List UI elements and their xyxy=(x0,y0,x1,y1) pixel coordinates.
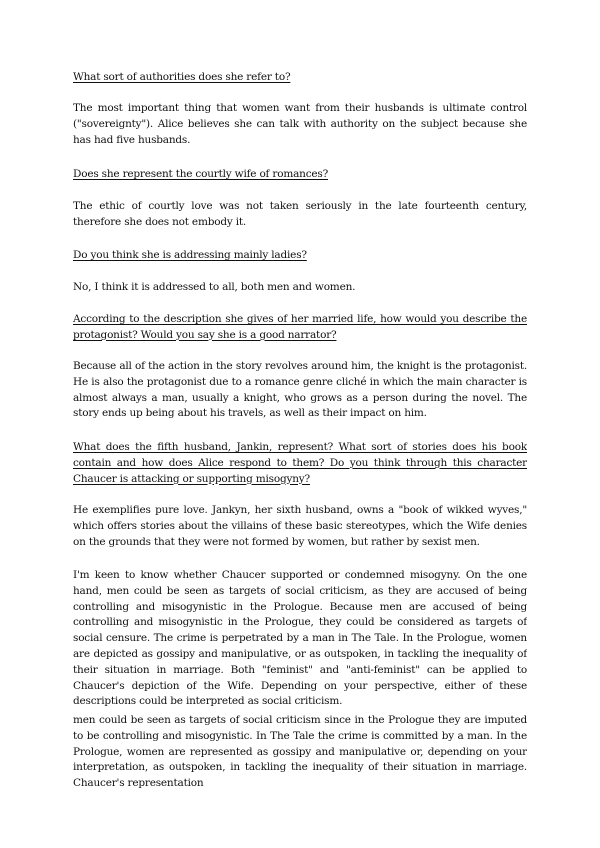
paragraph-misogyny: I'm keen to know whether Chaucer supported or condemned misogyny. On the one hand, men could be seen as targets of social criticism, as they are accused of being controlling and misogynistic in the Prologue. Because men are accused of being controlling and misogynistic in the Prologue, they could be considered as targets of social censure. The crime is perpetrated by a man in The Tale. In the Prologue, women are depicted as gossipy and manipulative, or as outspoken, in tackling the inequality of their situation in marriage. Both "feminist" and "anti-feminist" can be applied to Chaucer's depiction of the Wife. Depending on your perspective, either of these descriptions could be interpreted as social criticism. xyxy=(73,569,527,708)
answer-authorities: The most important thing that women want from their husbands is ultimate control ("sovereignty"). Alice believes she can talk with authority on the subject because she has had five husbands. xyxy=(73,102,527,146)
answer-addressing-ladies: No, I think it is addressed to all, both men and women. xyxy=(73,281,356,293)
answer-courtly-wife: The ethic of courtly love was not taken seriously in the late fourteenth century, therefore she does not embody it. xyxy=(73,200,527,228)
question-addressing-ladies: Do you think she is addressing mainly ladies? xyxy=(73,249,307,261)
paragraph-social-criticism: men could be seen as targets of social criticism since in the Prologue they are imputed to be controlling and misogynistic. In The Tale the crime is committed by a man. In the Prologue, women are represented as gossipy and manipulative or, depending on your interpretation, as outspoken, in tackling the inequality of their situation in marriage. Chaucer's representation xyxy=(73,714,527,790)
question-fifth-husband: What does the fifth husband, Jankin, represent? What sort of stories does his book contain and how does Alice respond to them? Do you think through this character Chaucer is attacking or supporting misogyny? xyxy=(73,441,527,485)
question-courtly-wife: Does she represent the courtly wife of romances? xyxy=(73,168,329,180)
question-protagonist: According to the description she gives of her married life, how would you describe the protagonist? Would you say she is a good narrator? xyxy=(73,313,527,341)
question-authorities: What sort of authorities does she refer to? xyxy=(73,71,291,83)
document-page xyxy=(73,0,527,848)
answer-protagonist: Because all of the action in the story revolves around him, the knight is the protagonist. He is also the protagonist due to a romance genre cliché in which the main character is almost always a man, usually a knight, who grows as a person during the novel. The story ends up being about his travels, as well as their impact on him. xyxy=(73,360,527,420)
answer-fifth-husband: He exemplifies pure love. Jankyn, her sixth husband, owns a "book of wikked wyves," which offers stories about the villains of these basic stereotypes, which the Wife denies on the grounds that they were not formed by women, but rather by sexist men. xyxy=(73,504,527,548)
